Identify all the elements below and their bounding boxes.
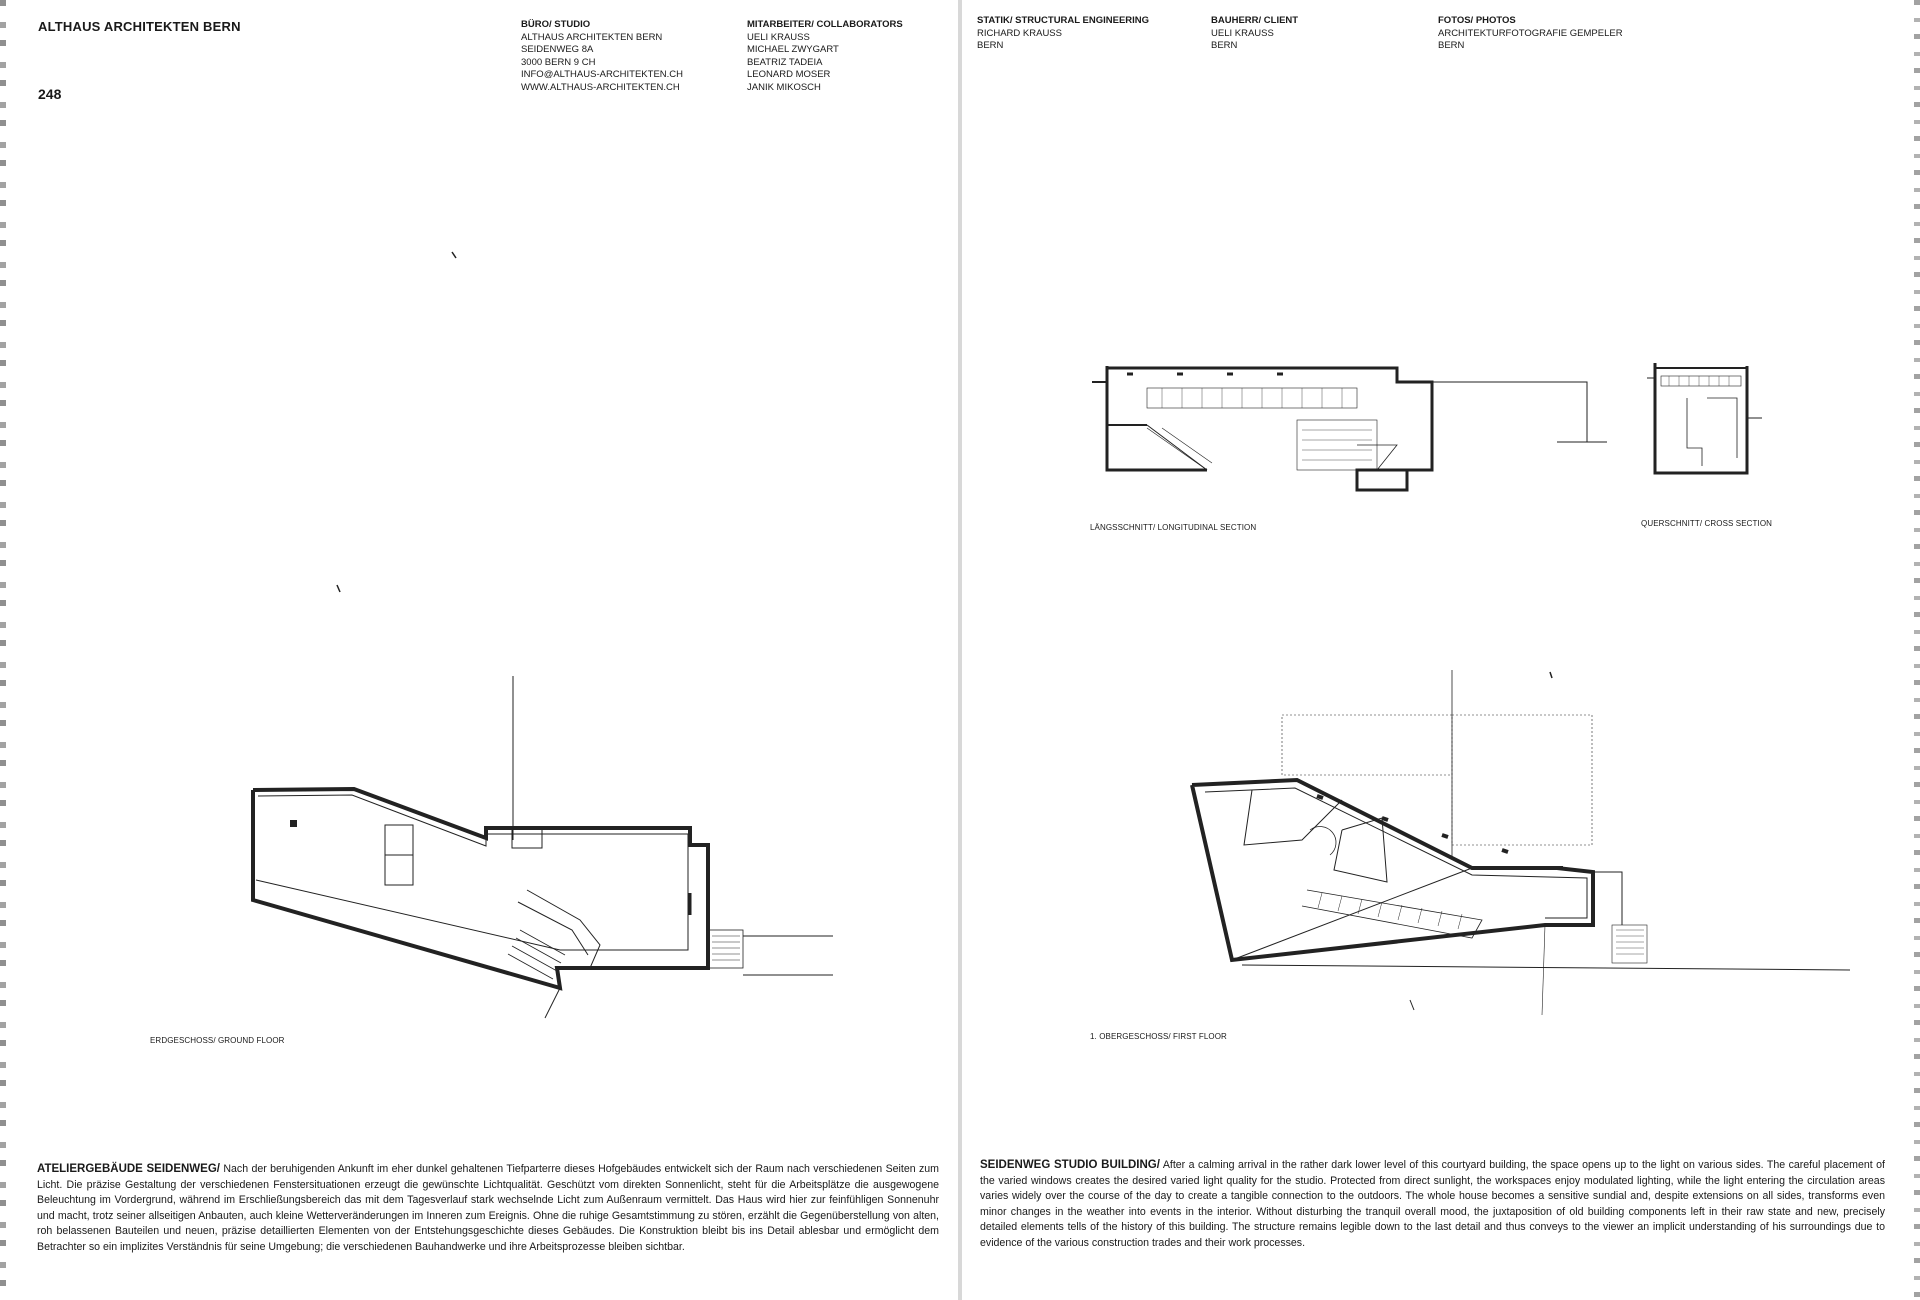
- collaborator-name: BEATRIZ TADEIA: [747, 56, 823, 68]
- studio-line: ALTHAUS ARCHITEKTEN BERN: [521, 31, 663, 43]
- structural-line: RICHARD KRAUSS: [977, 27, 1062, 39]
- studio-line: 3000 BERN 9 CH: [521, 56, 596, 68]
- longitudinal-section-caption: LÄNGSSCHNITT/ LONGITUDINAL SECTION: [1090, 523, 1257, 532]
- client-line: UELI KRAUSS: [1211, 27, 1274, 39]
- ground-floor-plan: [0, 0, 958, 1100]
- structural-line: BERN: [977, 40, 1004, 52]
- client-line: BERN: [1211, 40, 1238, 52]
- collaborator-name: LEONARD MOSER: [747, 69, 831, 81]
- german-description: [37, 1162, 939, 1256]
- english-description: [980, 1158, 1885, 1252]
- studio-heading: BÜRO/ STUDIO: [521, 19, 591, 30]
- collaborator-name: JANIK MIKOSCH: [747, 81, 821, 93]
- german-description-body: Nach der beruhigenden Ankunft im eher dunkel gehaltenen Tiefparterre dieses Hofgebäudes entwickelt sich der Raum nach verschiedenen Seiten zum Licht. Die präzise Gestaltung der verschiedenen Fenstersituationen erzeugt die gewünschte Lichtqualität. Geschützt vom direkten Sonnenlicht, steht für die Arbeitsplätze die ausgewogene Beleuchtung im Vordergrund, während im Erschließungsbereich das mit dem Tagesverlauf stark wechselnde Licht zum Außenraum vermittelt. Das Haus wird hier zur feinfühligen Sonnenuhr und macht, trotz seiner allseitigen Anbauten, auch kleine Wetterveränderungen im Inneren zum Ereignis. Ohne die ruhige Gesamtstimmung zu stören, erzählt die Gegenüberstellung von alten, roh belassenen Bauteilen und neuen, präzise detaillierten Elementen von der Entstehungsgeschichte dieses Gebäudes. Die Konstruktion bleibt bis ins Detail ablesbar und ermöglicht dem Betrachter so ein implizites Verständnis für seine Umgebung; die verschiedenen Bauhandwerke und ihre Arbeitsprozesse bleiben sichtbar.: [37, 1163, 940, 1253]
- photos-line: ARCHITEKTURFOTOGRAFIE GEMPELER: [1438, 27, 1623, 39]
- photos-line: BERN: [1438, 40, 1465, 52]
- studio-website: WWW.ALTHAUS-ARCHITEKTEN.CH: [521, 81, 680, 93]
- studio-line: SEIDENWEG 8A: [521, 44, 594, 56]
- studio-email: INFO@ALTHAUS-ARCHITEKTEN.CH: [521, 69, 684, 81]
- left-page: [0, 0, 958, 1300]
- client-heading: BAUHERR/ CLIENT: [1211, 15, 1299, 26]
- first-floor-plan: [962, 0, 1920, 1100]
- cross-section-caption: QUERSCHNITT/ CROSS SECTION: [1641, 519, 1773, 528]
- collaborator-name: MICHAEL ZWYGART: [747, 44, 839, 56]
- first-floor-caption: 1. OBERGESCHOSS/ FIRST FLOOR: [1090, 1032, 1227, 1041]
- structural-heading: STATIK/ STRUCTURAL ENGINEERING: [977, 15, 1150, 26]
- german-description-title: ATELIERGEBÄUDE SEIDENWEG/: [37, 1163, 220, 1175]
- english-description-title: SEIDENWEG STUDIO BUILDING/: [980, 1159, 1160, 1171]
- english-description-body: After a calming arrival in the rather dark lower level of this courtyard building, the space opens up to the light on various sides. The careful placement of the varied windows creates the desired varied light quality for the studio. Protected from direct sunlight, the workspaces enjoy modulated lighting, while the light entering the circulation areas varies widely over the course of the day to create a tangible connection to the outdoors. The whole house becomes a sensitive sundial and, despite extensions on all sides, transforms even minor changes in the weather into events in the interior. Without disturbing the tranquil overall mood, the juxtaposition of old building components left in their raw state and new, precisely detailed elements tells of the history of this building. The structure remains legible down to the last detail and thus conveys to the viewer an implicit understanding of his surroundings due to evidence of the various construction trades and their work processes.: [980, 1159, 1886, 1249]
- collaborators-heading: MITARBEITER/ COLLABORATORS: [747, 19, 903, 30]
- page-number: 248: [38, 86, 62, 102]
- collaborator-name: UELI KRAUSS: [747, 31, 810, 43]
- office-name: ALTHAUS ARCHITEKTEN BERN: [38, 19, 241, 34]
- photos-heading: FOTOS/ PHOTOS: [1438, 15, 1516, 26]
- ground-floor-caption: ERDGESCHOSS/ GROUND FLOOR: [150, 1036, 285, 1045]
- right-page: [962, 0, 1920, 1300]
